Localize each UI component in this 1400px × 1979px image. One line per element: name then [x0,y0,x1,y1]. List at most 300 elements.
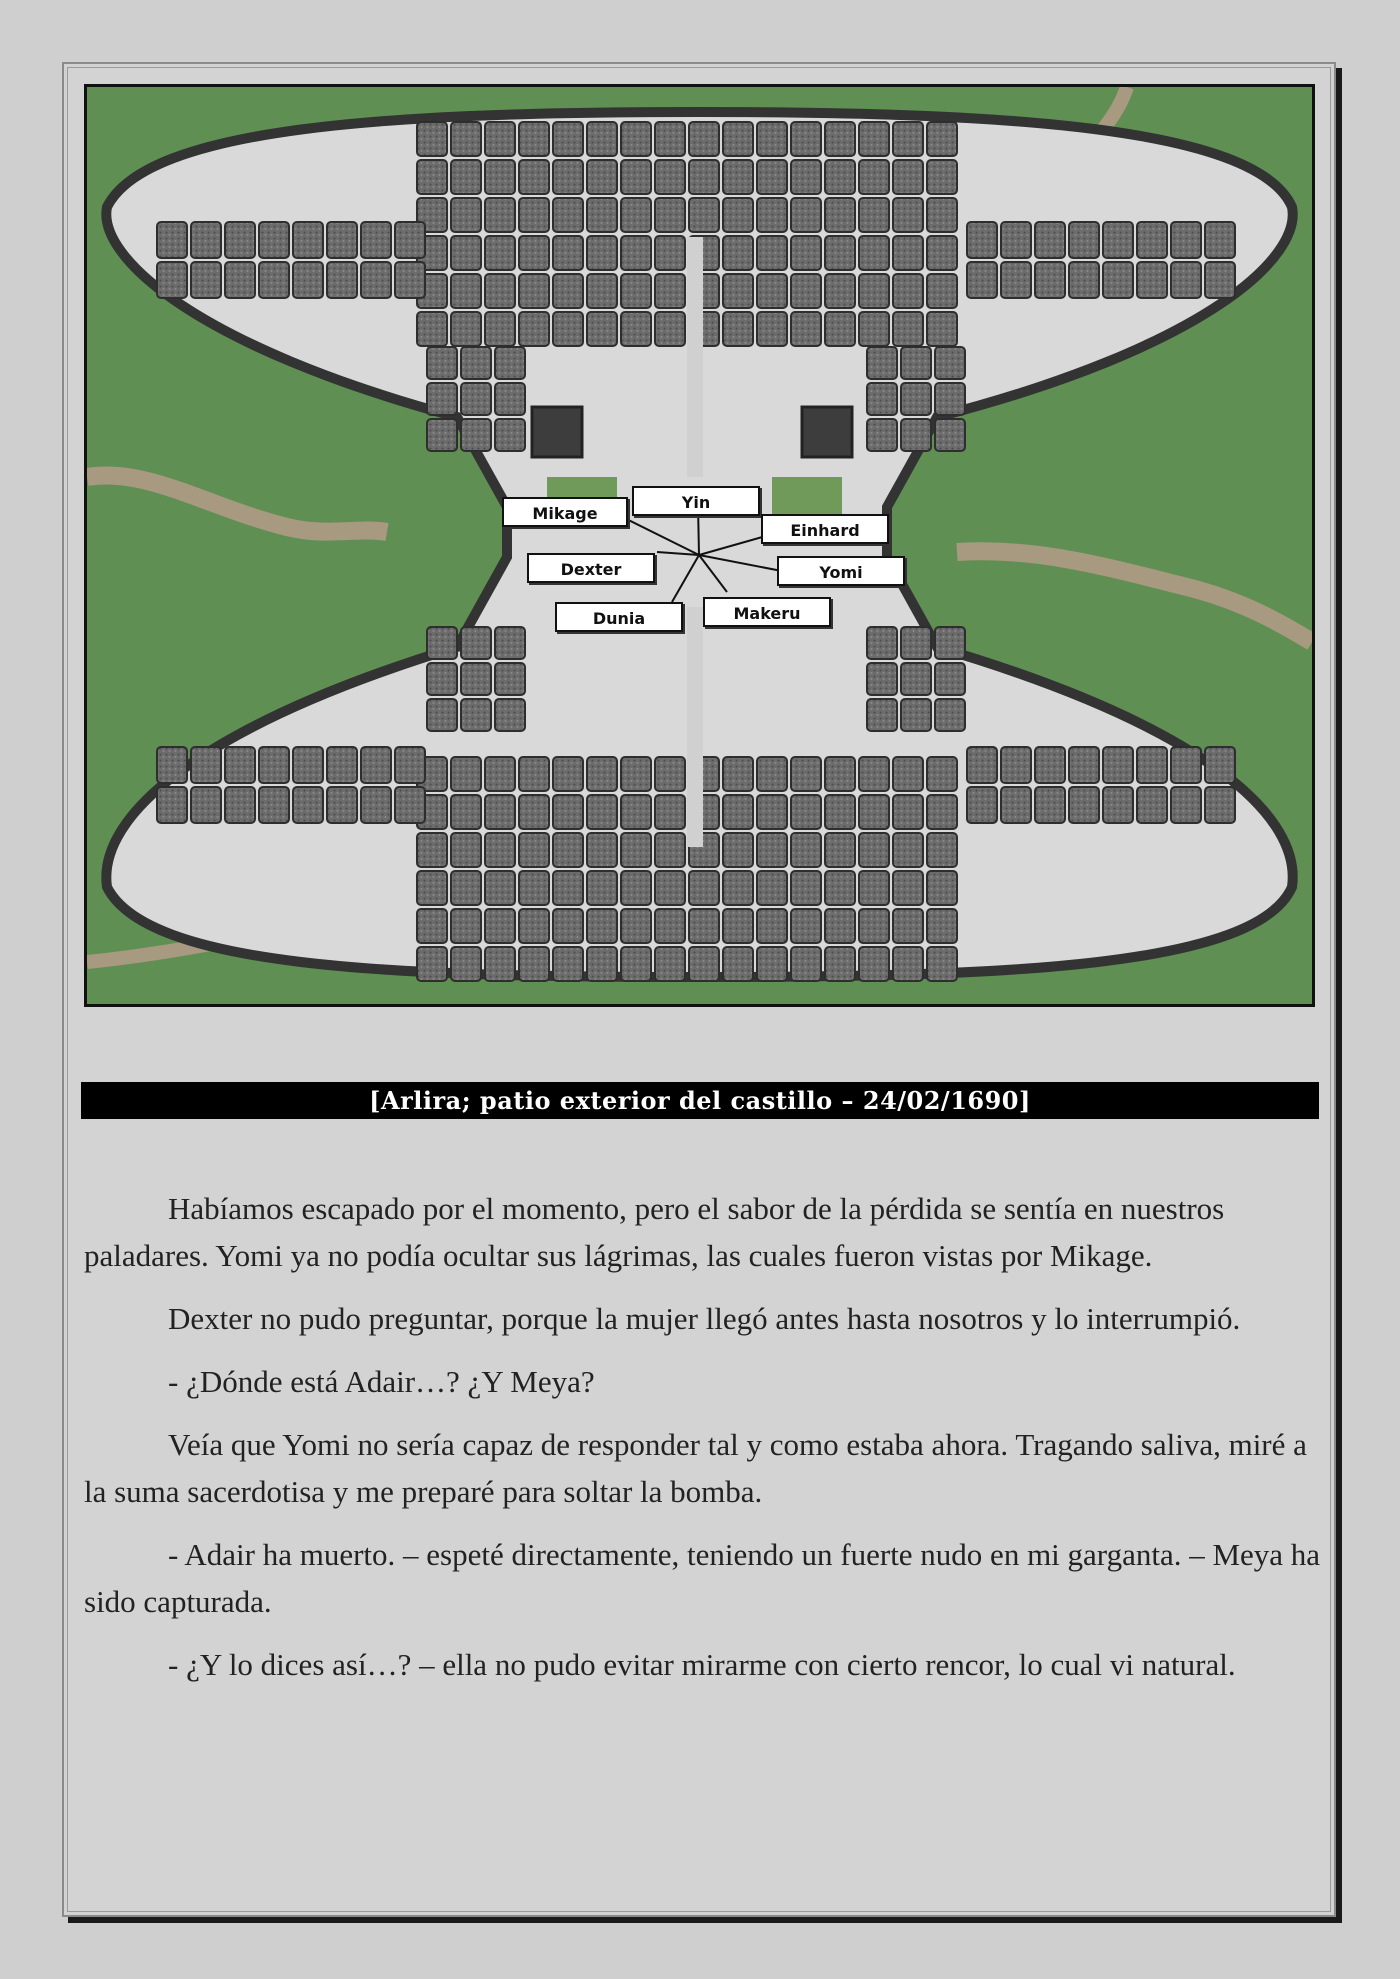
building-block [395,262,425,298]
scene-caption: [Arlira; patio exterior del castillo – 24/02/1690] [81,1082,1319,1119]
building-block [327,222,357,258]
building-block [519,198,549,232]
building-block [361,222,391,258]
building-block [417,909,447,943]
paragraph: - ¿Dónde está Adair…? ¿Y Meya? [168,1364,595,1399]
building-block [1137,262,1167,298]
building-block [723,122,753,156]
building-block [723,757,753,791]
building-block [451,795,481,829]
building-block [427,383,457,415]
building-block [901,699,931,731]
building-block [327,787,357,823]
building-block [1035,262,1065,298]
building-block [259,787,289,823]
building-block [893,909,923,943]
building-block [1069,262,1099,298]
building-block [967,787,997,823]
building-block [935,627,965,659]
building-block [791,274,821,308]
building-block [451,871,481,905]
building-block [259,262,289,298]
building-block [927,833,957,867]
building-block [621,757,651,791]
building-block [587,909,617,943]
building-block [485,122,515,156]
building-block [519,871,549,905]
building-block [485,160,515,194]
building-block [1001,787,1031,823]
building-block [901,663,931,695]
building-block [655,909,685,943]
building-block [867,627,897,659]
building-block [791,757,821,791]
building-block [417,833,447,867]
building-block [587,160,617,194]
building-block [967,222,997,258]
building-block [859,160,889,194]
building-block [621,833,651,867]
building-block [1001,262,1031,298]
building-block [427,419,457,451]
building-block [825,122,855,156]
building-block [1137,222,1167,258]
building-block [1205,747,1235,783]
building-block [225,262,255,298]
paragraph: - ¿Y lo dices así…? – ella no pudo evitar mirarme con cierto rencor, lo cual vi natural. [168,1647,1236,1682]
building-block [935,663,965,695]
building-block [621,947,651,981]
building-block [485,795,515,829]
building-block [1171,262,1201,298]
building-block [757,947,787,981]
building-block [451,947,481,981]
building-block [157,787,187,823]
building-block [1001,222,1031,258]
building-block [893,795,923,829]
building-block [967,262,997,298]
building-block [935,699,965,731]
label-dunia: Dunia [555,602,683,632]
building-block [757,909,787,943]
label-dexter: Dexter [527,553,655,583]
building-block [587,198,617,232]
building-block [859,236,889,270]
building-block [191,787,221,823]
building-block [293,222,323,258]
building-block [587,833,617,867]
building-block [621,236,651,270]
building-block [495,699,525,731]
building-block [859,274,889,308]
building-block [927,122,957,156]
building-block [757,871,787,905]
building-block [485,871,515,905]
building-block [587,757,617,791]
building-block [757,198,787,232]
building-block [757,274,787,308]
building-block [791,236,821,270]
building-block [867,699,897,731]
building-block [395,787,425,823]
building-block [757,757,787,791]
building-block [825,757,855,791]
building-block [1035,222,1065,258]
building-block [461,627,491,659]
building-block [485,274,515,308]
building-block [293,262,323,298]
building-block [1103,262,1133,298]
building-block [485,236,515,270]
building-block [327,262,357,298]
building-block [723,833,753,867]
building-block [689,947,719,981]
building-block [621,909,651,943]
building-block [723,198,753,232]
building-block [553,312,583,346]
building-block [927,198,957,232]
building-block [621,160,651,194]
building-block [723,312,753,346]
building-block [553,160,583,194]
building-block [191,262,221,298]
building-block [417,871,447,905]
building-block [259,747,289,783]
building-block [553,274,583,308]
building-block [859,795,889,829]
building-block [859,198,889,232]
building-block [893,757,923,791]
building-block [791,833,821,867]
building-block [361,747,391,783]
building-block [791,909,821,943]
building-block [519,909,549,943]
building-block [485,833,515,867]
building-block [495,419,525,451]
building-block [935,347,965,379]
label-mikage: Mikage [502,497,628,527]
building-block [893,198,923,232]
building-block [461,699,491,731]
building-block [689,871,719,905]
building-block [1069,747,1099,783]
building-block [655,757,685,791]
building-block [417,947,447,981]
building-block [825,160,855,194]
building-block [859,122,889,156]
building-block [1069,787,1099,823]
building-block [621,122,651,156]
building-block [485,947,515,981]
building-block [901,383,931,415]
building-block [587,122,617,156]
story-text [84,1185,1324,1704]
building-block [867,347,897,379]
building-block [1171,222,1201,258]
building-block [485,312,515,346]
building-block [621,198,651,232]
building-block [451,160,481,194]
building-block [191,222,221,258]
building-block [757,795,787,829]
building-block [259,222,289,258]
building-block [587,236,617,270]
building-block [1069,222,1099,258]
building-block [689,198,719,232]
building-block [361,262,391,298]
building-block [967,747,997,783]
building-block [893,833,923,867]
building-block [553,198,583,232]
building-block [825,871,855,905]
building-block [553,757,583,791]
building-block [157,222,187,258]
avenue-north [687,237,703,477]
building-block [519,160,549,194]
building-block [451,236,481,270]
building-block [655,795,685,829]
building-block [553,947,583,981]
building-block [791,160,821,194]
building-block [461,347,491,379]
building-block [485,909,515,943]
building-block [519,122,549,156]
building-block [859,871,889,905]
building-block [519,274,549,308]
building-block [621,871,651,905]
building-block [451,909,481,943]
building-block [1137,787,1167,823]
building-block [927,160,957,194]
building-block [553,871,583,905]
building-block [621,312,651,346]
building-block [519,833,549,867]
building-block [927,909,957,943]
building-block [587,947,617,981]
building-block [723,274,753,308]
building-block [495,627,525,659]
building-block [553,122,583,156]
label-einhard: Einhard [761,514,889,544]
building-block [859,909,889,943]
building-block [723,236,753,270]
building-block [519,312,549,346]
building-block [825,312,855,346]
building-block [157,262,187,298]
building-block [395,222,425,258]
label-yomi: Yomi [777,556,905,586]
building-block [1171,747,1201,783]
building-block [519,795,549,829]
building-block [587,871,617,905]
building-block [1035,787,1065,823]
building-block [553,833,583,867]
building-block [495,347,525,379]
building-block [427,699,457,731]
building-block [825,274,855,308]
building-block [825,833,855,867]
building-block [825,947,855,981]
building-block [451,312,481,346]
building-block [893,160,923,194]
building-block [927,274,957,308]
building-block [723,909,753,943]
building-block [927,947,957,981]
building-block [791,947,821,981]
building-block [655,274,685,308]
building-block [553,795,583,829]
building-block [893,312,923,346]
castle-map [84,84,1315,1007]
building-block [927,312,957,346]
building-block [553,909,583,943]
building-block [859,833,889,867]
building-block [587,312,617,346]
label-makeru: Makeru [703,597,831,627]
building-block [1103,787,1133,823]
building-block [689,909,719,943]
building-block [723,871,753,905]
building-block [757,833,787,867]
building-block [1103,747,1133,783]
building-block [893,947,923,981]
label-yin: Yin [632,486,760,516]
building-block [495,383,525,415]
building-block [461,383,491,415]
building-block [757,236,787,270]
building-block [417,312,447,346]
building-block [893,236,923,270]
building-block [901,627,931,659]
building-block [927,795,957,829]
building-block [757,122,787,156]
building-block [927,236,957,270]
building-block [225,222,255,258]
building-block [1035,747,1065,783]
building-block [901,419,931,451]
building-block [417,122,447,156]
building-block [893,274,923,308]
building-block [461,419,491,451]
building-block [427,627,457,659]
building-block [519,947,549,981]
building-block [327,747,357,783]
building-block [791,795,821,829]
building-block [825,236,855,270]
building-block [935,419,965,451]
building-block [451,122,481,156]
building-block [1103,222,1133,258]
building-block [689,160,719,194]
building-block [791,198,821,232]
building-block [791,122,821,156]
building-block [825,198,855,232]
paragraph: Veía que Yomi no sería capaz de responder tal y como estaba ahora. Tragando saliva, miré a la suma sacerdotisa y me preparé para soltar la bomba. [84,1427,1307,1509]
building-block [655,160,685,194]
tower-west [532,407,582,457]
building-block [859,312,889,346]
paragraph: - Adair ha muerto. – espeté directamente, teniendo un fuerte nudo en mi garganta. – Meya ha sido capturada. [84,1537,1321,1619]
building-block [395,747,425,783]
building-block [655,312,685,346]
paragraph: Dexter no pudo preguntar, porque la mujer llegó antes hasta nosotros y lo interrumpió. [168,1301,1241,1336]
building-block [587,274,617,308]
building-block [519,236,549,270]
building-block [655,236,685,270]
building-block [1137,747,1167,783]
building-block [655,947,685,981]
building-block [293,787,323,823]
building-block [935,383,965,415]
avenue-south [687,607,703,847]
building-block [461,663,491,695]
building-block [621,274,651,308]
building-block [587,795,617,829]
building-block [723,160,753,194]
building-block [1205,262,1235,298]
building-block [1205,787,1235,823]
building-block [893,871,923,905]
building-block [689,122,719,156]
building-block [723,947,753,981]
building-block [791,871,821,905]
building-block [157,747,187,783]
building-block [361,787,391,823]
building-block [867,419,897,451]
building-block [417,160,447,194]
building-block [451,757,481,791]
building-block [427,347,457,379]
building-block [451,274,481,308]
building-block [427,663,457,695]
building-block [791,312,821,346]
building-block [553,236,583,270]
building-block [901,347,931,379]
building-block [191,747,221,783]
building-block [1205,222,1235,258]
building-block [655,122,685,156]
building-block [621,795,651,829]
building-block [859,947,889,981]
building-block [451,198,481,232]
building-block [893,122,923,156]
building-block [825,795,855,829]
building-block [757,312,787,346]
building-block [859,757,889,791]
tower-east [802,407,852,457]
building-block [519,757,549,791]
building-block [485,198,515,232]
building-block [757,160,787,194]
building-block [927,757,957,791]
building-block [1171,787,1201,823]
building-block [867,663,897,695]
paragraph: Habíamos escapado por el momento, pero el sabor de la pérdida se sentía en nuestros paladares. Yomi ya no podía ocultar sus lágrimas, las cuales fueron vistas por Mikage. [84,1191,1225,1273]
building-block [293,747,323,783]
building-block [485,757,515,791]
building-block [655,871,685,905]
building-block [927,871,957,905]
building-block [1001,747,1031,783]
building-block [495,663,525,695]
building-block [723,795,753,829]
castle-map-illustration [87,87,1312,1004]
building-block [825,909,855,943]
building-block [225,787,255,823]
building-block [451,833,481,867]
building-block [655,833,685,867]
building-block [655,198,685,232]
